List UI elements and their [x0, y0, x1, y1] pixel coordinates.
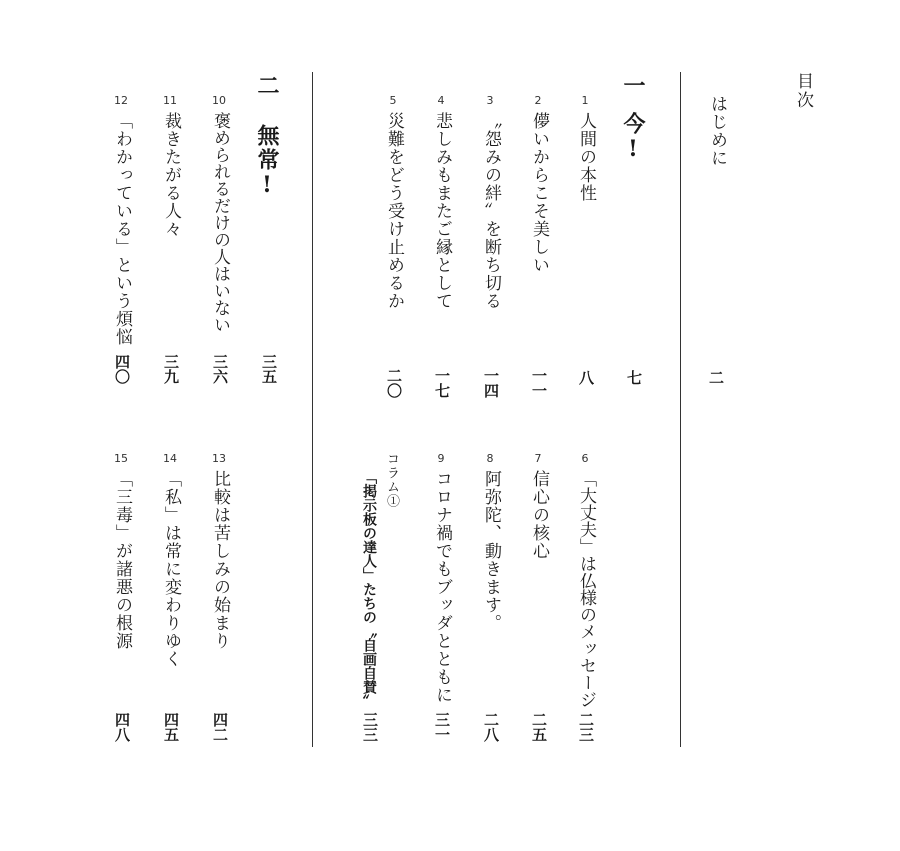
chapter-13-number: 13 [212, 452, 226, 465]
intro-label[interactable]: はじめに [707, 95, 727, 167]
chapter-7-page: 二五 [530, 712, 548, 742]
chapter-6-title[interactable]: 「大丈夫」は仏様のメッセージ [576, 470, 596, 708]
chapter-9-title[interactable]: コロナ禍でもブッダとともに [432, 470, 452, 704]
part-2-number: 二 [254, 74, 280, 98]
chapter-3-title[interactable]: 〝怨みの絆〟を断ち切る [481, 112, 501, 310]
chapter-12-number: 12 [114, 94, 128, 107]
chapter-5-page: 二〇 [385, 368, 403, 398]
chapter-7-title[interactable]: 信心の核心 [529, 470, 549, 560]
part-2-heading[interactable] [256, 74, 278, 200]
divider-rule [312, 72, 313, 747]
chapter-2-page: 一一 [530, 368, 548, 398]
chapter-11-title[interactable]: 裁きたがる人々 [161, 112, 181, 238]
part-1-page: 七 [625, 370, 643, 385]
chapter-14-page: 四五 [162, 712, 180, 742]
chapter-13-page: 四二 [211, 712, 229, 742]
chapter-1-number: 1 [581, 94, 589, 107]
part-1-number: 一 [620, 74, 646, 98]
chapter-11-page: 三九 [162, 354, 180, 384]
chapter-2-title[interactable]: 儚いからこそ美しい [529, 112, 549, 274]
chapter-11-number: 11 [163, 94, 177, 107]
part-2-title: 無常! [254, 124, 280, 200]
column-title[interactable]: 「掲示板の達人」たちの〝自画自賛〟 [361, 470, 377, 708]
chapter-4-number: 4 [437, 94, 445, 107]
column-page: 三三 [361, 712, 379, 742]
chapter-12-page: 四〇 [113, 354, 131, 384]
chapter-15-title[interactable]: 「三毒」が諸悪の根源 [112, 470, 132, 650]
chapter-8-page: 二八 [482, 712, 500, 742]
chapter-13-title[interactable]: 比較は苦しみの始まり [210, 470, 230, 650]
part-1-heading[interactable] [622, 74, 644, 164]
chapter-6-number: 6 [581, 452, 589, 465]
chapter-3-number: 3 [486, 94, 494, 107]
intro-page: 二 [707, 370, 725, 385]
chapter-10-number: 10 [212, 94, 226, 107]
chapter-7-number: 7 [534, 452, 542, 465]
chapter-10-title[interactable]: 褒められるだけの人はいない [210, 112, 230, 333]
chapter-1-page: 八 [577, 370, 595, 385]
chapter-9-page: 三一 [433, 712, 451, 742]
divider-rule [680, 72, 681, 747]
chapter-10-page: 三六 [211, 354, 229, 384]
chapter-14-number: 14 [163, 452, 177, 465]
chapter-12-title[interactable]: 「わかっている」という煩悩 [112, 112, 132, 346]
chapter-4-page: 一七 [433, 368, 451, 398]
chapter-6-page: 二三 [577, 712, 595, 742]
chapter-4-title[interactable]: 悲しみもまたご縁として [432, 112, 452, 310]
chapter-15-page: 四八 [113, 712, 131, 742]
column-label: コラム① [384, 452, 399, 508]
chapter-8-title[interactable]: 阿弥陀、動きます。 [481, 470, 501, 632]
chapter-1-title[interactable]: 人間の本性 [576, 112, 596, 202]
part-1-title: 今! [620, 112, 646, 164]
chapter-5-number: 5 [389, 94, 397, 107]
chapter-5-title[interactable]: 災難をどう受け止めるか [384, 112, 404, 310]
chapter-9-number: 9 [437, 452, 445, 465]
chapter-8-number: 8 [486, 452, 494, 465]
chapter-15-number: 15 [114, 452, 128, 465]
chapter-2-number: 2 [534, 94, 542, 107]
part-2-page: 三五 [260, 354, 278, 384]
chapter-3-page: 一四 [482, 368, 500, 398]
chapter-14-title[interactable]: 「私」は常に変わりゆく [161, 470, 181, 668]
toc-title: 目次 [793, 72, 813, 110]
